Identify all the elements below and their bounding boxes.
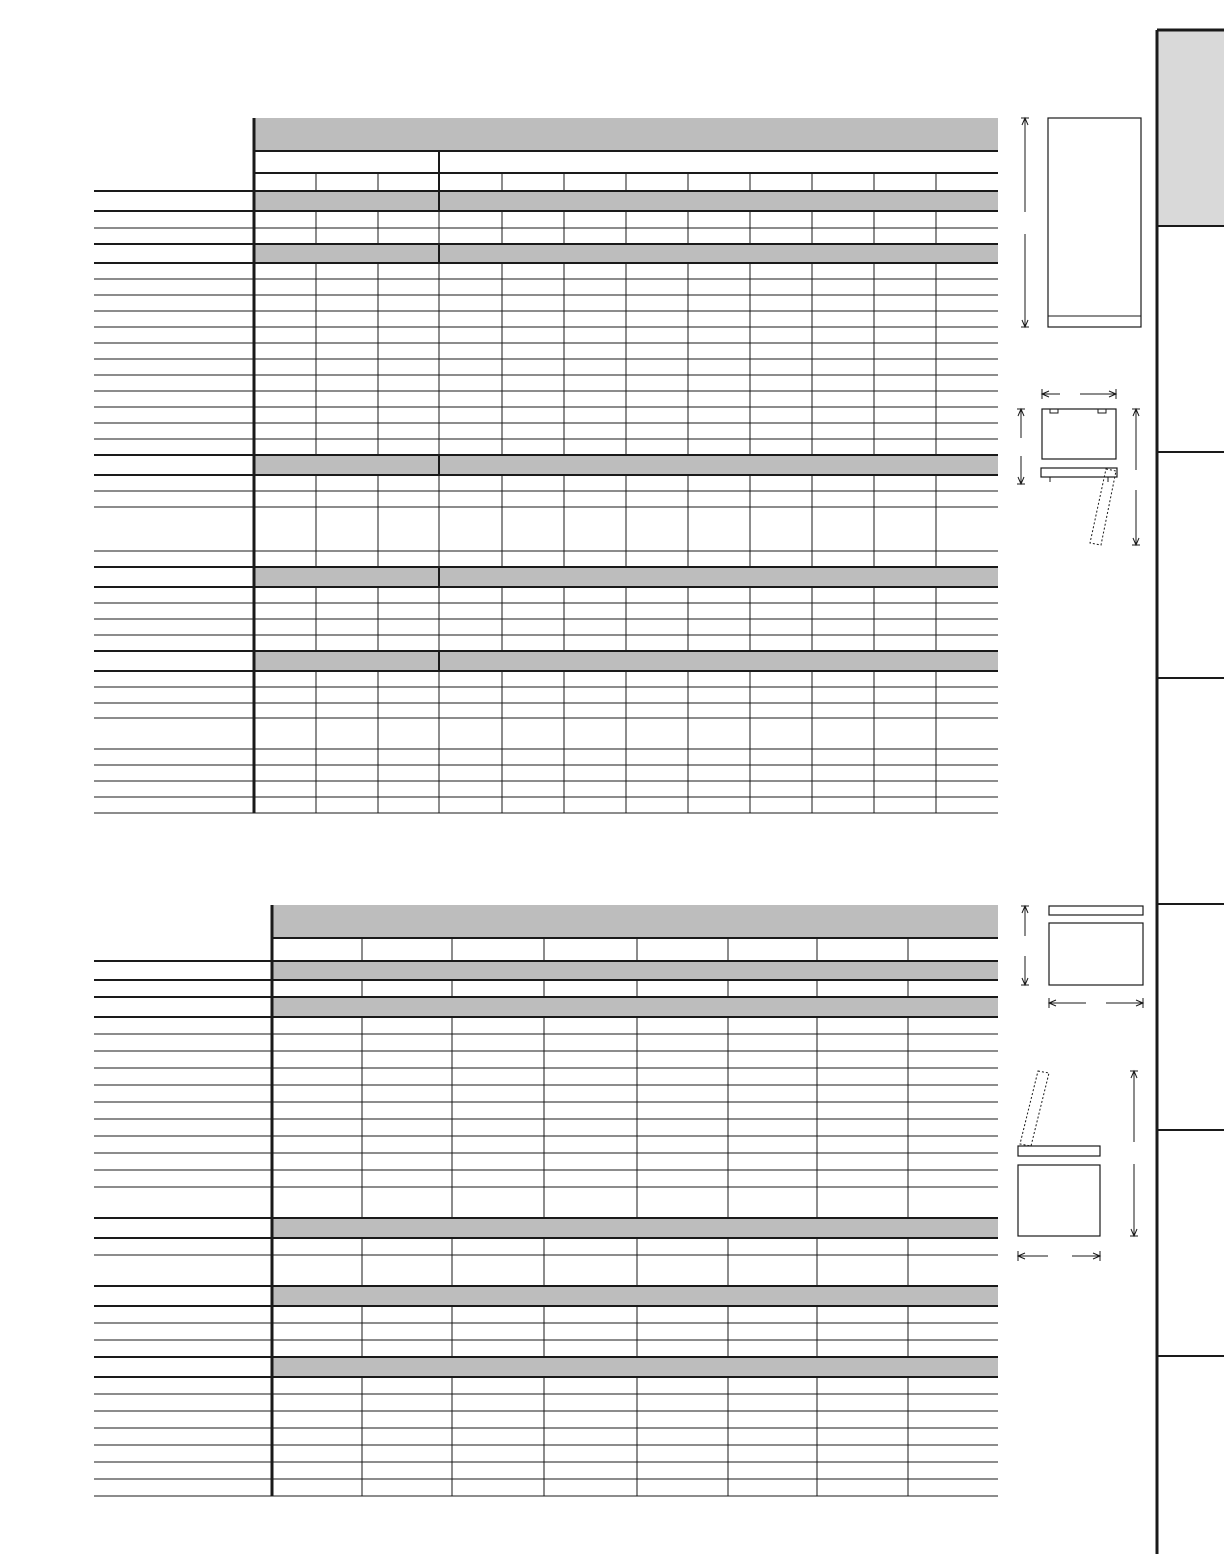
section-band <box>254 567 998 587</box>
lid-outline <box>1049 906 1143 915</box>
section-band <box>254 455 998 475</box>
section-band <box>254 244 998 263</box>
section-band <box>272 997 998 1017</box>
dimension-label-gap <box>1020 212 1030 234</box>
cabinet-outline <box>1048 118 1141 327</box>
dimension-label-gap <box>1131 470 1141 490</box>
section-band <box>272 961 998 980</box>
chest-unit-front-drawing <box>1020 906 1143 1008</box>
dimension-label-gap <box>1048 1250 1072 1260</box>
cabinet-side-outline <box>1018 1165 1100 1236</box>
section-tab-strip <box>1157 30 1224 1554</box>
cabinet-top-outline <box>1042 409 1116 459</box>
hinge-mark <box>1050 409 1058 413</box>
table-header-band <box>272 905 998 938</box>
spec-table-upper <box>94 118 998 813</box>
chest-unit-side-drawing <box>1018 1071 1139 1261</box>
section-band <box>254 651 998 671</box>
dimension-label-gap <box>1129 1142 1139 1164</box>
dimension-label-gap <box>1060 388 1080 398</box>
dimension-label-gap <box>1020 936 1030 956</box>
dimension-label-gap <box>1086 997 1106 1007</box>
section-band <box>254 191 998 211</box>
lid-closed-outline <box>1018 1146 1100 1156</box>
door-open-outline <box>1090 469 1116 545</box>
cabinet-outline <box>1049 923 1143 985</box>
section-band <box>272 1357 998 1377</box>
section-tab-active <box>1157 30 1224 226</box>
dimension-label-gap <box>1016 438 1026 456</box>
lid-open-outline <box>1020 1071 1049 1146</box>
upright-top-view-drawing <box>1016 388 1141 545</box>
spec-table-lower <box>94 905 998 1496</box>
section-band <box>272 1218 998 1238</box>
table-header-band <box>254 118 998 151</box>
hinge-mark <box>1098 409 1106 413</box>
upright-unit-drawing <box>1020 118 1141 327</box>
section-band <box>272 1286 998 1306</box>
